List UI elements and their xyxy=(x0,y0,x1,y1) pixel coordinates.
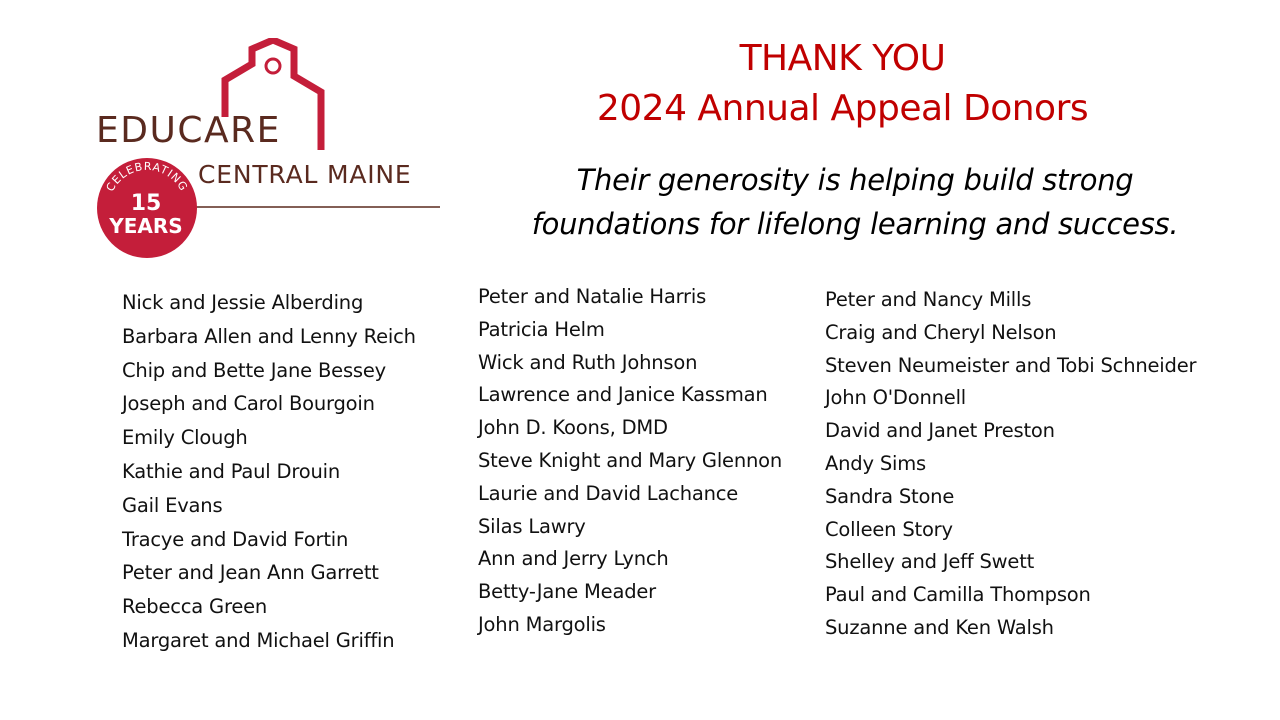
donor-name: Kathie and Paul Drouin xyxy=(122,459,340,483)
donor-name: Paul and Camilla Thompson xyxy=(825,583,1091,607)
donor-name: Ann and Jerry Lynch xyxy=(478,547,669,571)
donor-name: Suzanne and Ken Walsh xyxy=(825,615,1054,639)
donor-name: Nick and Jessie Alberding xyxy=(122,291,364,314)
donor-name: David and Janet Preston xyxy=(825,419,1055,443)
donor-name: Lawrence and Janice Kassman xyxy=(478,383,768,407)
donor-name: John D. Koons, DMD xyxy=(478,416,668,440)
subtitle-line1: Their generosity is helping build strong xyxy=(576,163,1134,197)
donor-name: Gail Evans xyxy=(122,493,223,517)
badge-unit: YEARS xyxy=(109,214,183,238)
donor-name: Wick and Ruth Johnson xyxy=(478,350,698,374)
donor-name: Emily Clough xyxy=(122,426,248,450)
subtitle-line2: foundations for lifelong learning and success. xyxy=(531,207,1179,241)
donor-name: Barbara Allen and Lenny Reich xyxy=(122,324,416,348)
donor-name: Rebecca Green xyxy=(122,595,268,619)
donor-name: Chip and Bette Jane Bessey xyxy=(122,358,387,382)
donor-name: Steve Knight and Mary Glennon xyxy=(478,448,783,472)
logo-name-line1: EDUCARE xyxy=(96,110,281,151)
donor-name: Joseph and Carol Bourgoin xyxy=(122,392,375,416)
donor-name: Colleen Story xyxy=(825,517,953,541)
donor-name: Laurie and David Lachance xyxy=(478,481,739,505)
donor-name: Peter and Nancy Mills xyxy=(825,288,1032,311)
donor-name: Margaret and Michael Griffin xyxy=(122,628,395,652)
badge-celebrating-text: CELEBRATING xyxy=(103,159,191,194)
donor-name: Silas Lawry xyxy=(478,514,586,538)
donor-column-3 xyxy=(825,287,1196,648)
donor-name: Sandra Stone xyxy=(825,484,955,508)
logo-name-line2: CENTRAL MAINE xyxy=(198,160,412,189)
anniversary-badge xyxy=(97,166,195,256)
donor-name: Steven Neumeister and Tobi Schneider xyxy=(825,353,1197,377)
donor-column-2 xyxy=(478,284,782,645)
educare-logo xyxy=(92,38,444,258)
donor-column-1 xyxy=(122,289,416,661)
donor-name: Peter and Natalie Harris xyxy=(478,285,707,308)
donor-name: John Margolis xyxy=(478,612,606,636)
donor-name: Craig and Cheryl Nelson xyxy=(825,320,1057,344)
badge-number: 15 xyxy=(130,191,162,216)
donor-name: John O'Donnell xyxy=(825,386,967,410)
donor-name: Patricia Helm xyxy=(478,317,605,341)
donor-name: Tracye and David Fortin xyxy=(122,527,349,551)
donor-name: Betty-Jane Meader xyxy=(478,580,657,604)
donor-name: Andy Sims xyxy=(825,451,926,475)
appeal-title: 2024 Annual Appeal Donors xyxy=(596,88,1089,129)
donor-name: Peter and Jean Ann Garrett xyxy=(122,561,379,585)
donor-name: Shelley and Jeff Swett xyxy=(825,550,1035,574)
thank-you-heading: THANK YOU xyxy=(739,38,946,79)
